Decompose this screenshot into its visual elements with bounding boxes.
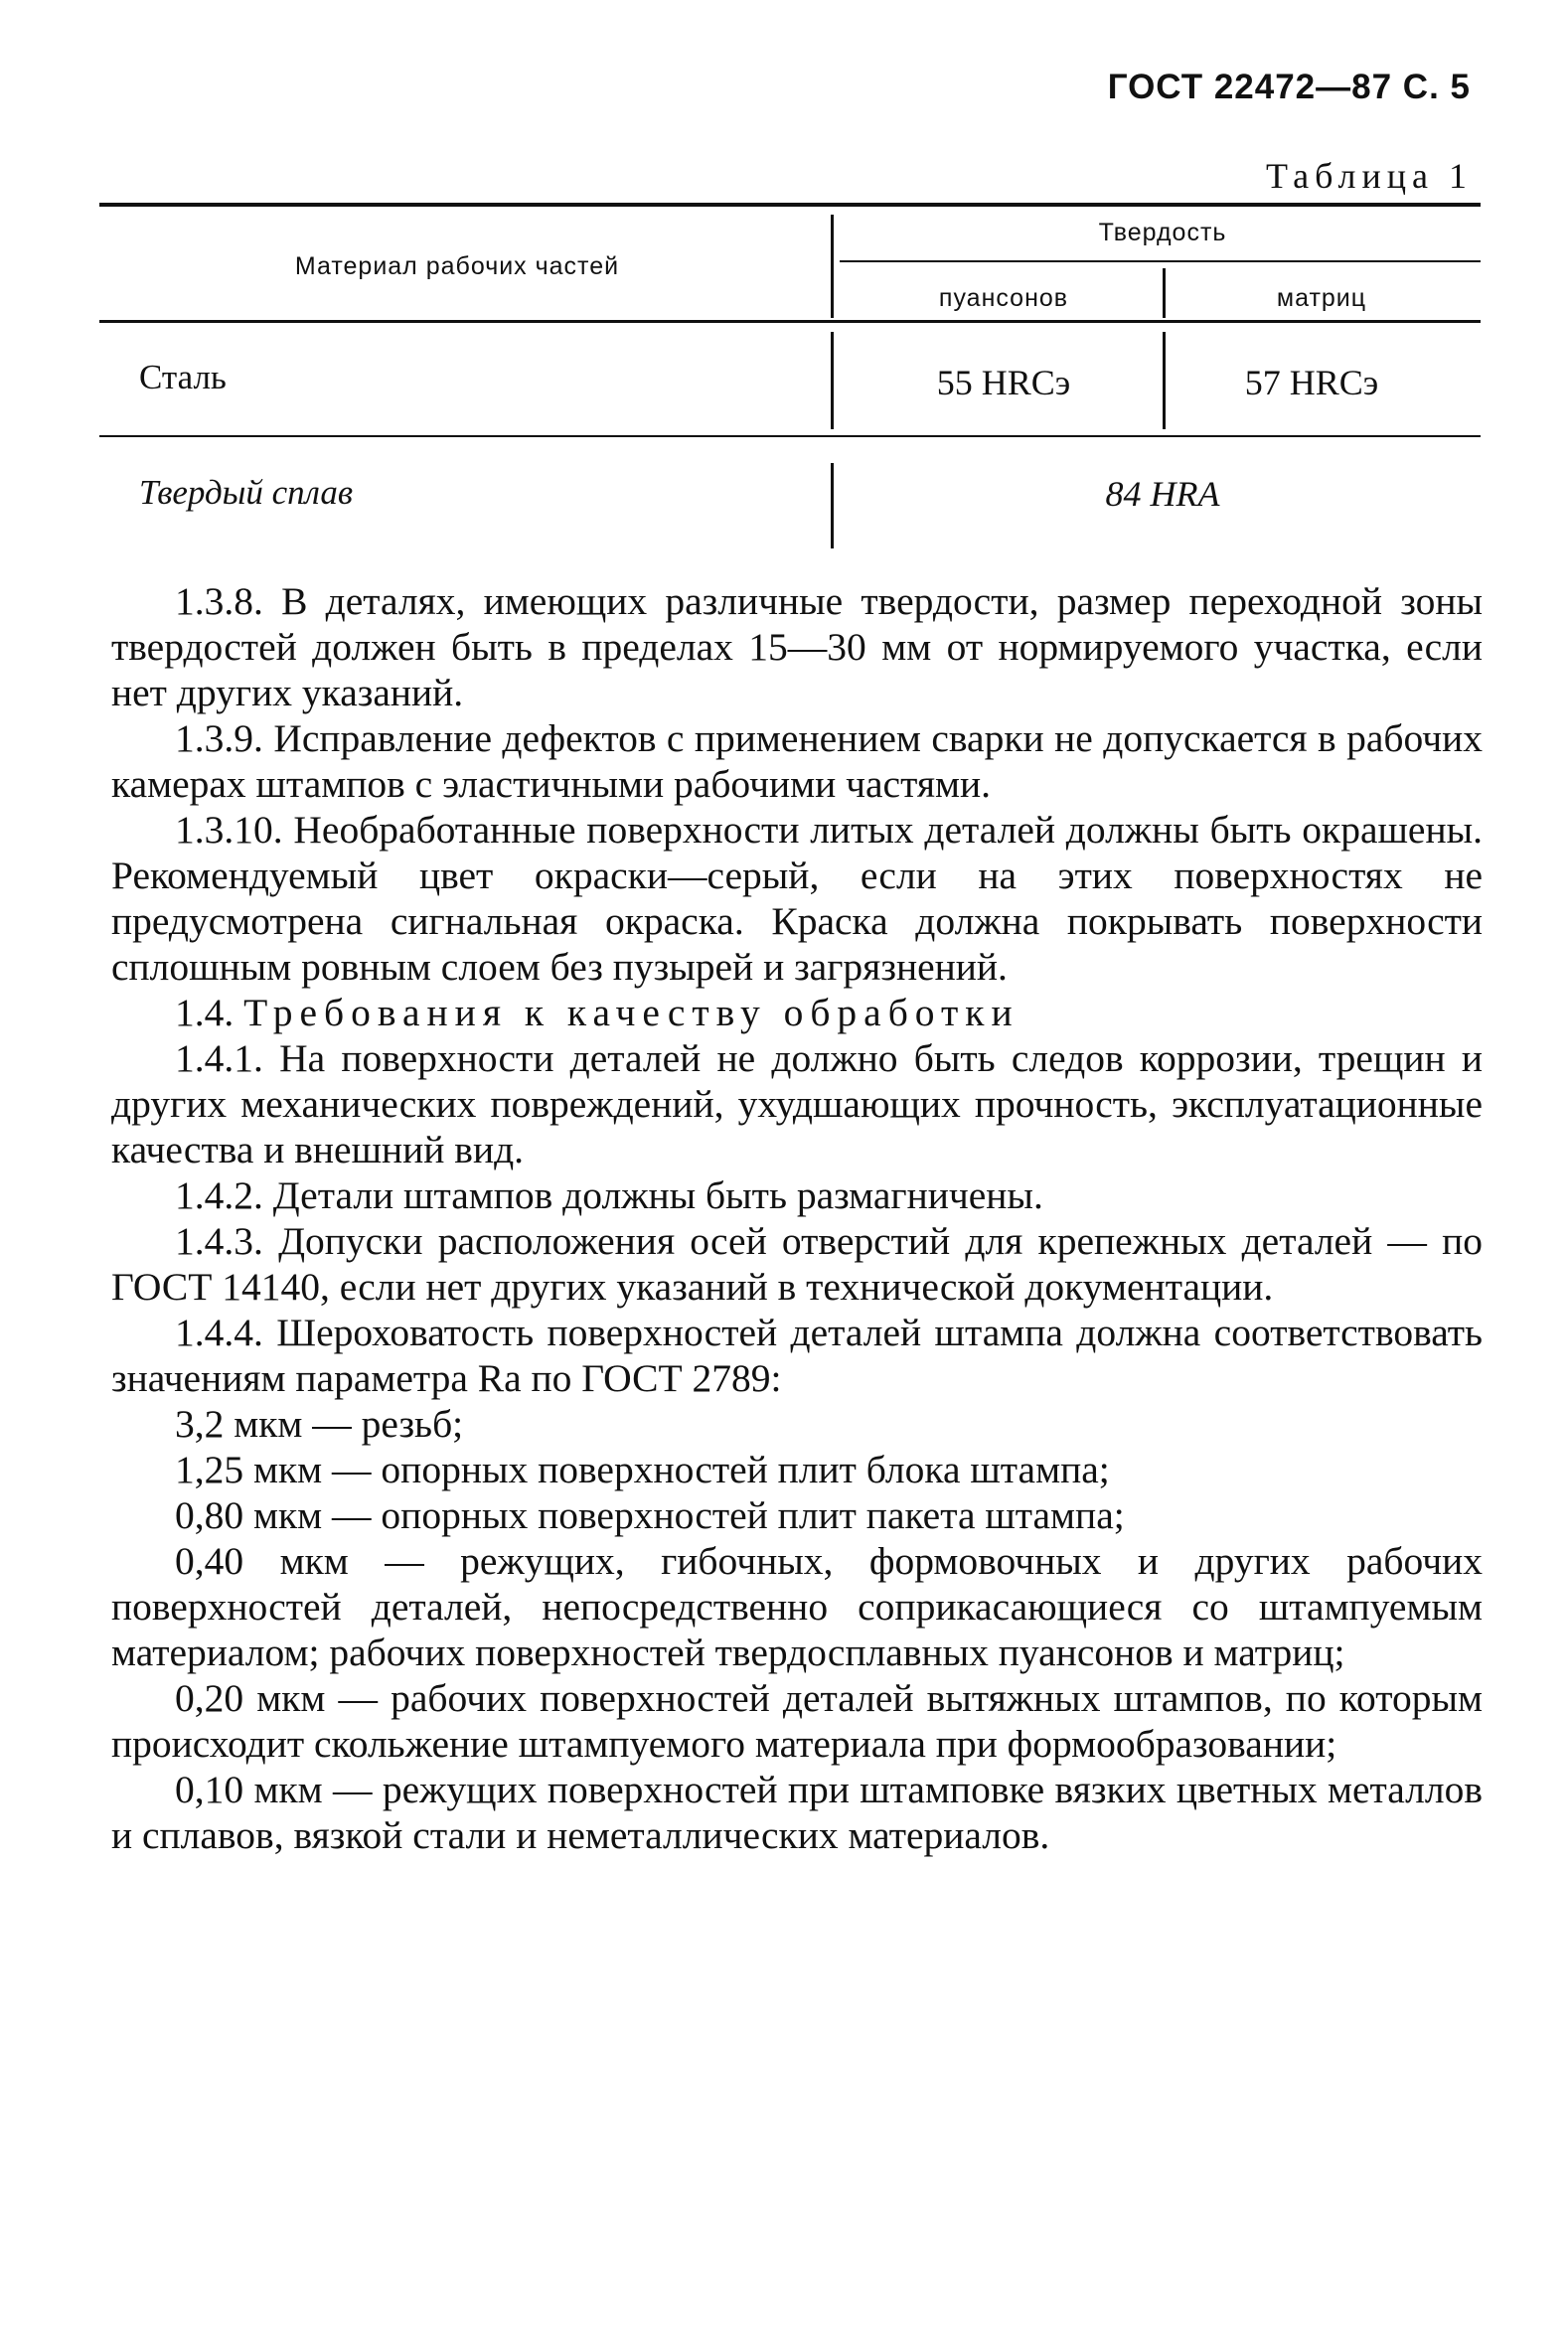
paragraph-1-4-4: 1.4.4. Шероховатость поверхностей деталей штампа должна соответствовать значениям параметра Ra по ГОСТ 2789:	[111, 1311, 1483, 1400]
header-punches: пуансонов	[938, 284, 1069, 312]
paragraph-1-3-8: 1.3.8. В деталях, имеющих различные твердости, размер переходной зоны твердостей должен быть в пределах 15—30 мм от нормируемого участка, если нет других указаний.	[111, 579, 1483, 714]
paragraph-1-3-9: 1.3.9. Исправление дефектов с применением сварки не допускается в рабочих камерах штампов с эластичными рабочими частями.	[111, 716, 1483, 806]
roughness-item-3: 0,80 мкм — опорных поверхностей плит пакета штампа;	[175, 1493, 1125, 1537]
roughness-item-1: 3,2 мкм — резьб;	[175, 1402, 464, 1446]
header-material: Материал рабочих частей	[294, 252, 620, 280]
paragraph-1-4-1: 1.4.1. На поверхности деталей не должно быть следов коррозии, трещин и других механических повреждений, ухудшающих прочность, эксплуатационные качества и внешний вид.	[111, 1036, 1483, 1171]
section-title: Требования к качеству обработки	[243, 991, 1019, 1034]
header-hardness: Твердость	[1098, 219, 1227, 246]
row-separator-rule	[99, 435, 1481, 437]
hardness-subheader-rule	[840, 260, 1481, 262]
roughness-item-4: 0,40 мкм — режущих, гибочных, формовочных и других рабочих поверхностей деталей, непосредственно соприкасающиеся со штампуемым материалом; рабочих поверхностей твердосплавных пуансонов и матриц;	[111, 1539, 1483, 1674]
table-caption: Таблица 1	[1266, 156, 1473, 196]
col-divider-main-row1	[831, 332, 834, 429]
section-heading-1-4	[111, 990, 1483, 1035]
table-top-rule	[99, 203, 1481, 207]
section-number: 1.4.	[175, 991, 235, 1034]
roughness-item-2: 1,25 мкм — опорных поверхностей плит блока штампа;	[175, 1448, 1110, 1491]
row1-punches: 55 HRCэ	[936, 363, 1071, 402]
roughness-item-6: 0,10 мкм — режущих поверхностей при штамповке вязких цветных металлов и сплавов, вязкой стали и неметаллических материалов.	[111, 1768, 1483, 1857]
col-divider-sub-header	[1163, 268, 1166, 318]
row1-material: Сталь	[139, 358, 227, 396]
paragraph-1-4-3: 1.4.3. Допуски расположения осей отверстий для крепежных деталей — по ГОСТ 14140, если нет других указаний в технической документации.	[111, 1219, 1483, 1309]
col-divider-main	[831, 215, 834, 318]
row2-material: Твердый сплав	[139, 473, 354, 512]
row1-dies: 57 HRCэ	[1244, 363, 1379, 402]
col-divider-main-row2	[831, 463, 834, 548]
paragraph-1-4-2: 1.4.2. Детали штампов должны быть размагничены.	[175, 1173, 1043, 1217]
header-dies: матриц	[1276, 284, 1367, 312]
page-header: ГОСТ 22472—87 С. 5	[1107, 68, 1471, 106]
body-text	[111, 578, 1483, 1858]
col-divider-sub-row1	[1163, 332, 1166, 429]
paragraph-1-3-10: 1.3.10. Необработанные поверхности литых деталей должны быть окрашены. Рекомендуемый цвет окраски—серый, если на этих поверхностях не предусмотрена сигнальная окраска. Краска должна покрывать поверхности сплошным ровным слоем без пузырей и загрязнений.	[111, 808, 1483, 989]
roughness-item-5: 0,20 мкм — рабочих поверхностей деталей вытяжных штампов, по которым происходит скольжение штампуемого материала при формообразовании;	[111, 1676, 1483, 1766]
row2-hardness-merged: 84 HRA	[1105, 474, 1220, 514]
header-bottom-rule	[99, 320, 1481, 323]
